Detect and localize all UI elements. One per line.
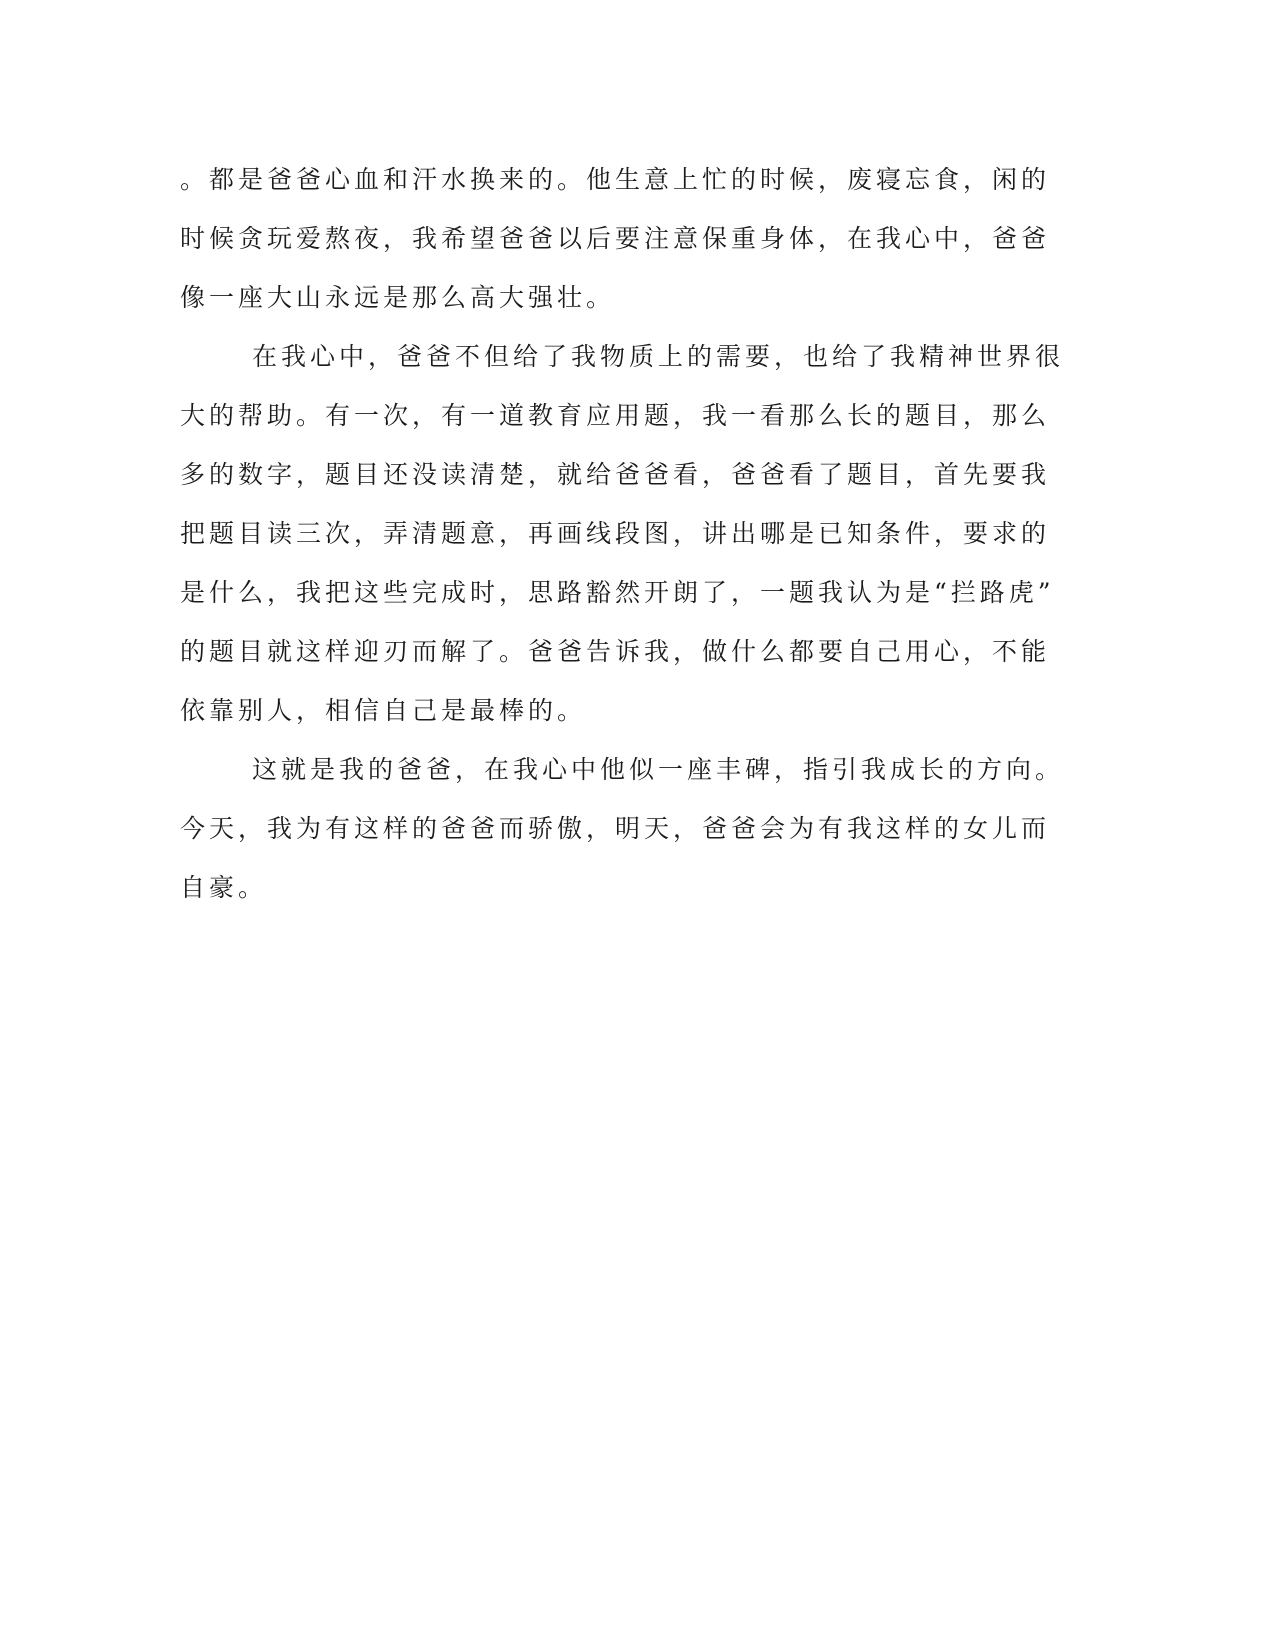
text-line: 依靠别人，相信自己是最棒的。	[180, 696, 587, 725]
paragraph-3	[180, 740, 1065, 917]
text-line: 是什么，我把这些完成时，思路豁然开朗了，一题我认为是“拦路虎”	[180, 578, 1055, 607]
document-body	[180, 150, 1065, 917]
text-line: 时候贪玩爱熬夜，我希望爸爸以后要注意保重身体，在我心中，爸爸	[180, 224, 1051, 253]
text-line: 。都是爸爸心血和汗水换来的。他生意上忙的时候，废寝忘食，闲的	[180, 165, 1051, 194]
text-line: 多的数字，题目还没读清楚，就给爸爸看，爸爸看了题目，首先要我	[180, 460, 1051, 489]
text-line: 大的帮助。有一次，有一道教育应用题，我一看那么长的题目，那么	[180, 401, 1051, 430]
text-line: 在我心中，爸爸不但给了我物质上的需要，也给了我精神世界很	[252, 342, 1065, 371]
text-line: 自豪。	[180, 873, 268, 902]
text-line: 这就是我的爸爸，在我心中他似一座丰碑，指引我成长的方向。	[252, 755, 1065, 784]
text-line: 今天，我为有这样的爸爸而骄傲，明天，爸爸会为有我这样的女儿而	[180, 814, 1051, 843]
paragraph-2	[180, 327, 1065, 740]
text-line: 像一座大山永远是那么高大强壮。	[180, 283, 616, 312]
text-line: 把题目读三次，弄清题意，再画线段图，讲出哪是已知条件，要求的	[180, 519, 1051, 548]
paragraph-1	[180, 150, 1060, 327]
text-line: 的题目就这样迎刃而解了。爸爸告诉我，做什么都要自己用心，不能	[180, 637, 1051, 666]
